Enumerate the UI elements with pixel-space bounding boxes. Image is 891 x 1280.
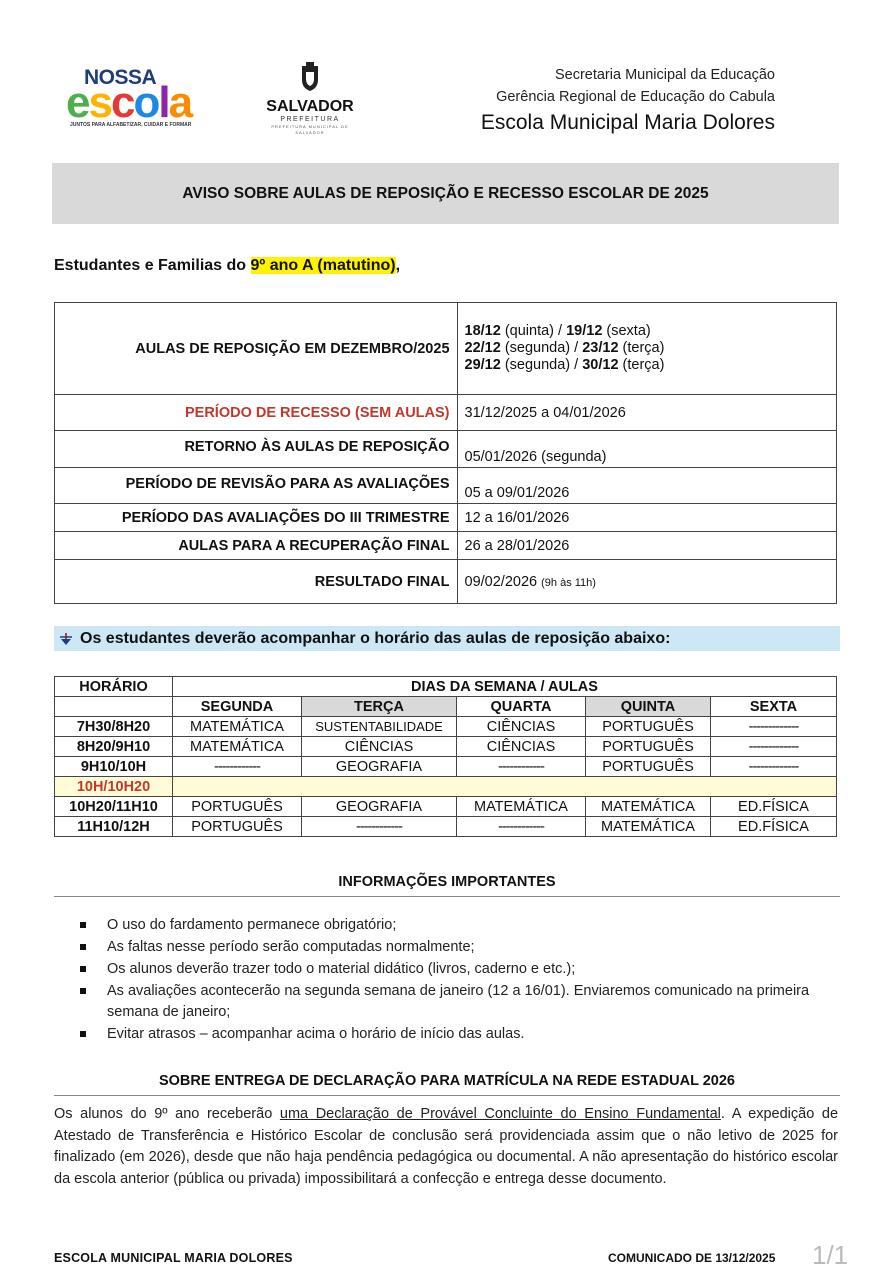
retorno-label: RETORNO ÀS AULAS DE REPOSIÇÃO [55, 431, 458, 468]
list-item: O uso do fardamento permanece obrigatório; [80, 915, 840, 936]
class-cell: CIÊNCIAS [457, 717, 586, 737]
day-segunda: SEGUNDA [173, 697, 302, 717]
class-cell: PORTUGUÊS [586, 737, 711, 757]
arrow-down-icon [58, 631, 74, 647]
table-row [55, 431, 837, 468]
timetable-row [55, 797, 837, 817]
class-cell: ------------- [711, 737, 837, 757]
logo-nossa-word: NOSSA [84, 66, 157, 89]
recuperacao-label: AULAS PARA A RECUPERAÇÃO FINAL [55, 532, 458, 560]
class-cell: ------------ [173, 757, 302, 777]
timetable-days-row [55, 697, 837, 717]
dias-header: DIAS DA SEMANA / AULAS [173, 677, 837, 697]
class-cell: SUSTENTABILIDADE [302, 717, 457, 737]
class-cell: PORTUGUÊS [586, 717, 711, 737]
class-cell: CIÊNCIAS [457, 737, 586, 757]
nossa-escola-logo [66, 62, 216, 132]
footer-comunicado: COMUNICADO DE 13/12/2025 [608, 1251, 776, 1265]
secretaria-line: Secretaria Municipal da Educação [554, 67, 775, 83]
list-item: As avaliações acontecerão na segunda semana de janeiro (12 a 16/01). Enviaremos comunicado na primeira semana de janeiro; [80, 981, 840, 1023]
class-cell: PORTUGUÊS [173, 817, 302, 837]
greeting-line [54, 257, 400, 275]
page-indicator: 1/1 [812, 1240, 849, 1270]
gerencia-line: Gerência Regional de Educação do Cabula [496, 89, 775, 105]
class-highlight: 9º ano A (matutino) [250, 257, 396, 274]
timetable [54, 676, 837, 837]
notice-title-banner: AVISO SOBRE AULAS DE REPOSIÇÃO E RECESSO ESCOLAR DE 2025 [52, 163, 839, 224]
class-cell: MATEMÁTICA [173, 717, 302, 737]
class-cell: ------------ [457, 757, 586, 777]
class-cell: MATEMÁTICA [173, 737, 302, 757]
timetable-row [55, 717, 837, 737]
class-cell: MATEMÁTICA [586, 797, 711, 817]
class-cell: ------------ [302, 817, 457, 837]
timetable-header-row [55, 677, 837, 697]
salvador-tagline: PREFEITURA MUNICIPAL DE SALVADOR [271, 124, 349, 135]
table-row [55, 395, 837, 431]
bullet-icon [80, 922, 86, 928]
bullet-icon [80, 966, 86, 972]
class-cell: PORTUGUÊS [173, 797, 302, 817]
day-quinta: QUINTA [586, 697, 711, 717]
salvador-name: SALVADOR [266, 98, 354, 115]
avaliacoes-label: PERÍODO DAS AVALIAÇÕES DO III TRIMESTRE [55, 504, 458, 532]
follow-schedule-notice [54, 626, 840, 651]
declaracao-paragraph: Os alunos do 9º ano receberão uma Declaração de Provável Concluinte do Ensino Fundamental. A expedição de Atestado de Transferência e Histórico Escolar de conclusão será providenciada assim que o não letivo de 2025 for finalizado (em 2026), desde que não haja pendência pedagógica ou documental. A não apresentação do histórico escolar da escola anterior (pública ou privada) impossibilitará a confecção e entrega desse documento. [54, 1106, 839, 1187]
prefeitura-label: PREFEITURA [280, 116, 340, 123]
city-crest-icon [299, 62, 321, 92]
timetable-row [55, 757, 837, 777]
revisao-value: 05 a 09/01/2026 [457, 468, 836, 504]
time-slot: 7H30/8H20 [55, 717, 173, 737]
break-cell [173, 777, 837, 797]
resultado-label: RESULTADO FINAL [55, 560, 458, 604]
declaracao-section-title: SOBRE ENTREGA DE DECLARAÇÃO PARA MATRÍCULA NA REDE ESTADUAL 2026 [158, 1073, 735, 1089]
class-cell: PORTUGUÊS [586, 757, 711, 777]
time-slot: 9H10/10H [55, 757, 173, 777]
recesso-value: 31/12/2025 a 04/01/2026 [457, 395, 836, 431]
class-cell: ED.FÍSICA [711, 797, 837, 817]
divider [54, 1095, 840, 1096]
bullet-icon [80, 944, 86, 950]
school-name: Escola Municipal Maria Dolores [480, 111, 775, 134]
class-cell: ------------- [711, 757, 837, 777]
time-slot: 11H10/12H [55, 817, 173, 837]
recuperacao-value: 26 a 28/01/2026 [457, 532, 836, 560]
follow-notice-text: Os estudantes deverão acompanhar o horário das aulas de reposição abaixo: [80, 629, 671, 647]
bullet-icon [80, 1031, 86, 1037]
class-cell: GEOGRAFIA [302, 797, 457, 817]
greeting-prefix: Estudantes e Familias do [54, 257, 251, 274]
class-cell: CIÊNCIAS [302, 737, 457, 757]
day-terca: TERÇA [302, 697, 457, 717]
bullet-icon [80, 988, 86, 994]
timetable-row [55, 737, 837, 757]
table-row [55, 560, 837, 604]
class-cell: ------------ [457, 817, 586, 837]
logo-tagline: JUNTOS PARA ALFABETIZAR, CUIDAR E FORMAR [70, 122, 192, 128]
time-slot: 10H20/11H10 [55, 797, 173, 817]
calendar-table [54, 302, 837, 604]
list-item: As faltas nesse período serão computadas normalmente; [80, 937, 840, 958]
class-cell: GEOGRAFIA [302, 757, 457, 777]
info-list [80, 915, 840, 1046]
class-cell: ------------- [711, 717, 837, 737]
day-quarta: QUARTA [457, 697, 586, 717]
time-slot: 8H20/9H10 [55, 737, 173, 757]
timetable-break-row [55, 777, 837, 797]
horario-header: HORÁRIO [55, 677, 173, 697]
table-row [55, 303, 837, 395]
list-item: Evitar atrasos – acompanhar acima o horário de início das aulas. [80, 1024, 840, 1045]
break-time-slot: 10H/10H20 [55, 777, 173, 797]
info-section-title: INFORMAÇÕES IMPORTANTES [338, 874, 556, 890]
reposicao-dates: 18/12 (quinta) / 19/12 (sexta) 22/12 (segunda) / 23/12 (terça) 29/12 (segunda) / 30/12 (terça) [457, 303, 836, 395]
resultado-value: 09/02/2026 (9h às 11h) [457, 560, 836, 604]
institution-header [481, 64, 775, 138]
table-row [55, 468, 837, 504]
timetable-row [55, 817, 837, 837]
greeting-suffix: , [395, 257, 401, 274]
divider [54, 896, 840, 897]
salvador-prefeitura-logo [262, 62, 358, 134]
footer-school: ESCOLA MUNICIPAL MARIA DOLORES [54, 1251, 293, 1265]
class-cell: ED.FÍSICA [711, 817, 837, 837]
class-cell: MATEMÁTICA [586, 817, 711, 837]
table-row [55, 504, 837, 532]
retorno-value: 05/01/2026 (segunda) [457, 431, 836, 468]
recesso-label: PERÍODO DE RECESSO (SEM AULAS) [55, 395, 458, 431]
declaracao-underlined: uma Declaração de Provável Concluinte do Ensino Fundamental [279, 1106, 721, 1122]
class-cell: MATEMÁTICA [457, 797, 586, 817]
day-sexta: SEXTA [711, 697, 837, 717]
avaliacoes-value: 12 a 16/01/2026 [457, 504, 836, 532]
resultado-note: (9h às 11h) [541, 576, 596, 589]
logo-escola-word: escola [66, 78, 192, 127]
revisao-label: PERÍODO DE REVISÃO PARA AS AVALIAÇÕES [55, 468, 458, 504]
reposicao-label: AULAS DE REPOSIÇÃO EM DEZEMBRO/2025 [55, 303, 458, 395]
table-row [55, 532, 837, 560]
list-item: Os alunos deverão trazer todo o material didático (livros, caderno e etc.); [80, 959, 840, 980]
